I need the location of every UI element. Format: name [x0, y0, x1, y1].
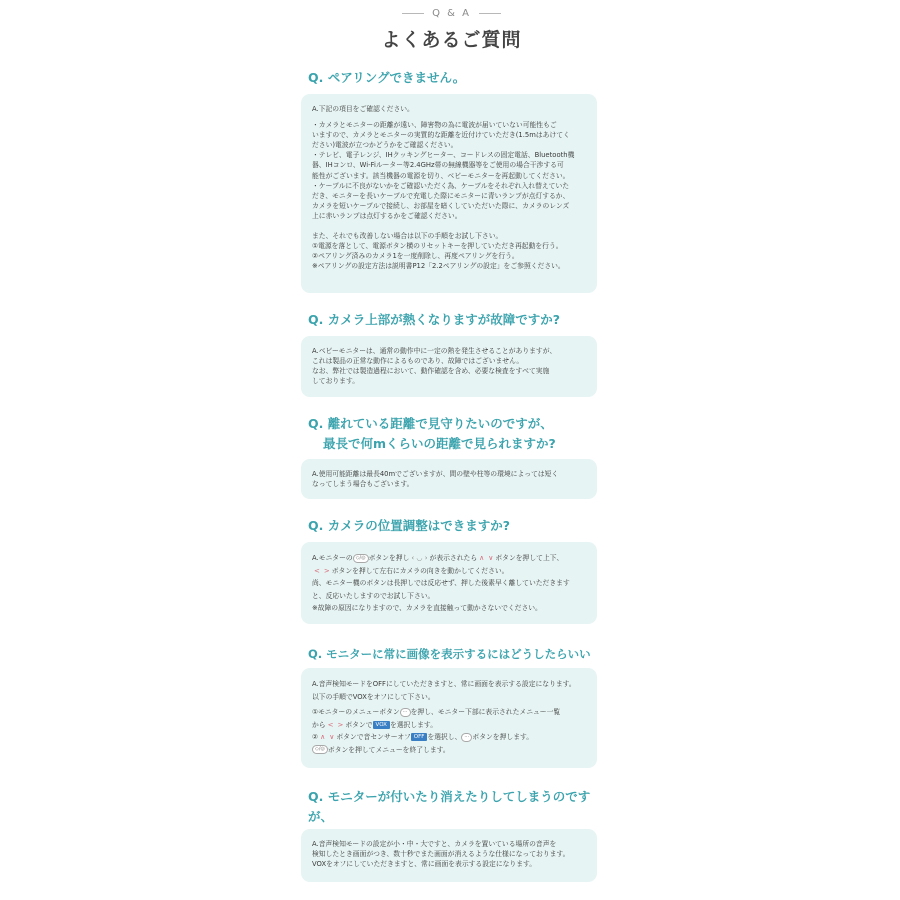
answer-line	[312, 719, 587, 732]
menu-button-icon: ⋯	[400, 708, 411, 717]
answer-line: なってしまう場合もございます。	[312, 480, 414, 489]
answer-line: 能性がございます。該当機器の電源を切り、ベビーモニターを再起動してください。	[312, 171, 570, 180]
eyebrow	[300, 8, 603, 19]
question-pairing	[308, 68, 598, 88]
down-arrow-icon: ∨	[488, 554, 494, 562]
answer-card-flicker	[301, 829, 597, 882]
answer-line: 以下の手順でVOXをオフにして下さい。	[312, 692, 435, 701]
answer-line: ・テレビ、電子レンジ、IHクッキングヒーター、コードレスの固定電話、Bluetooth機	[312, 151, 575, 160]
answer-card-camera-heat	[301, 336, 597, 397]
ok-button-icon: ◇/◎	[353, 554, 369, 563]
answer-text: を押し、モニター下部に表示されたメニュー一覧	[410, 708, 561, 716]
answer-line: A.音声検知モードをOFFにしていただきますと、常に画面を表示する設定になります。	[312, 680, 576, 688]
question-text: Q. モニターに常に画像を表示するにはどうしたらいい	[308, 647, 591, 661]
answer-card-always-display	[301, 668, 597, 768]
left-arrow-icon: <	[314, 566, 320, 575]
answer-text: ボタンを押して上下、	[495, 554, 564, 562]
answer-line: しております。	[312, 377, 360, 386]
answer-line: これは製品の正常な動作によるものであり、故障ではございません。	[312, 357, 524, 366]
answer-text: ボタンを押します。	[472, 733, 534, 741]
answer-line: 尚、モニター機のボタンは長押しでは反応せず、押した後素早く離していただきます	[312, 579, 570, 587]
answer-line: と、反応いたしますのでお試し下さい。	[312, 591, 435, 600]
answer-card-pairing	[301, 94, 597, 293]
answer-line: ・ケーブルに不良がないかをご確認いただく為、ケーブルをそれぞれ入れ替えていた	[312, 181, 570, 190]
question-camera-position	[308, 516, 598, 536]
pan-indicator-icon: ‹ ◡ ›	[411, 554, 428, 562]
answer-text: ボタンを押し	[368, 554, 410, 562]
answer-line: 器、IHコンロ、Wi-Fiルーター等2.4GHz帯の無線機器等をご使用の場合干渉する可	[312, 161, 564, 170]
answer-line: ②ペアリング済みのカメラ1を一度削除し、再度ペアリングを行う。	[312, 252, 519, 261]
answer-line: A.音声検知モードの設定が小・中・大ですと、カメラを置いている場所の音声を	[312, 840, 557, 848]
answer-line	[312, 552, 587, 565]
vox-badge: VOX	[373, 721, 390, 729]
answer-text: から	[312, 720, 326, 729]
answer-text: ②	[312, 733, 319, 741]
faq-header	[300, 0, 603, 52]
answer-line: なお、弊社では製造過程において、動作確認を含め、必要な検査をすべて実施	[312, 367, 550, 376]
answer-line: 検知したとき画面がつき、数十秒でまた画面が消えるような仕様になっております。	[312, 850, 570, 859]
question-range	[308, 414, 598, 454]
menu-button-icon: ⋯	[461, 733, 472, 742]
answer-line: ださい)電波が立つかどうかをご確認ください。	[312, 141, 458, 150]
down-arrow-icon: ∨	[329, 733, 335, 741]
left-arrow-icon: <	[327, 720, 334, 729]
answer-text: を選択します。	[389, 720, 437, 729]
question-text: Q. ペアリングできません。	[308, 70, 466, 85]
answer-line: ・カメラとモニターの距離が遠い、障害物の為に電波が届いていない可能性もご	[312, 121, 557, 130]
answer-text: ①モニターのメニューボタン	[312, 708, 400, 716]
answer-line: いますので、カメラとモニターの実質的な距離を近付けていただき(1.5mはあけてく	[312, 131, 570, 140]
question-text: Q. カメラ上部が熱くなりますが故障ですか?	[308, 312, 560, 327]
answer-text: ボタンを押してメニューを終了します。	[327, 745, 450, 754]
question-text-cont: 最長で何mくらいの距離で見られますか?	[323, 436, 556, 451]
answer-line: ※ペアリングの設定方法は説明書P12「2.2ペアリングの設定」をご参照ください。	[312, 262, 565, 271]
page-title: よくあるご質問	[381, 29, 522, 51]
answer-card-range	[301, 459, 597, 499]
answer-card-camera-position	[301, 542, 597, 624]
right-arrow-icon: >	[323, 566, 330, 575]
answer-line: A.ベビーモニターは、通常の動作中に一定の熱を発生させることがありますが、	[312, 347, 557, 355]
up-arrow-icon: ∧	[479, 554, 485, 562]
eyebrow-label: Q & A	[432, 8, 471, 19]
answer-text: が表示されたら	[429, 554, 478, 562]
answer-line	[312, 731, 587, 744]
divider-right	[479, 13, 501, 14]
answer-line: A.下記の項目をご確認ください。	[312, 105, 414, 113]
answer-line: また、それでも改善しない場合は以下の手順をお試し下さい。	[312, 232, 503, 241]
answer-line: ①電源を落として、電源ボタン横のリセットキーを押していただき再起動を行う。	[312, 242, 563, 251]
question-text: Q. 離れている距離で見守りたいのですが、	[308, 416, 553, 431]
answer-text: ボタンで	[345, 720, 373, 729]
right-arrow-icon: >	[337, 720, 344, 729]
answer-text: ボタンを押して左右にカメラの向きを動かしてください。	[331, 566, 509, 575]
answer-line: A.使用可能距離は最長40mでございますが、間の壁や柱等の環境によっては短く	[312, 470, 559, 478]
question-camera-heat	[308, 310, 598, 330]
answer-line: VOXをオフにしていただきますと、常に画面を表示する設定になります。	[312, 860, 537, 869]
ok-button-icon: ◇/◎	[312, 745, 328, 754]
answer-line	[312, 565, 587, 578]
answer-text: を選択し、	[427, 733, 462, 741]
answer-line: ※故障の原因になりますので、カメラを直接触って動かさないでください。	[312, 604, 542, 612]
answer-line: カメラを短いケーブルで接続し、お部屋を暗くしていただいた際に、カメラのレンズ	[312, 201, 570, 210]
question-text: Q. モニターが付いたり消えたりしてしまうのですが、	[308, 789, 591, 824]
divider-left	[402, 13, 424, 14]
answer-line: 上に赤いランプは点灯するかをご確認ください。	[312, 211, 462, 220]
answer-line: だき、モニターを長いケーブルで充電した際にモニターに青いランプが点灯するか、	[312, 191, 570, 200]
up-arrow-icon: ∧	[320, 733, 326, 741]
answer-text: ボタンで音センサーオフ	[336, 733, 411, 741]
answer-line	[312, 744, 587, 757]
faq-column	[300, 0, 603, 900]
answer-line	[312, 706, 587, 719]
answer-text: A.モニターの	[312, 554, 353, 562]
question-text: Q. カメラの位置調整はできますか?	[308, 518, 510, 533]
off-badge: OFF	[411, 733, 428, 741]
